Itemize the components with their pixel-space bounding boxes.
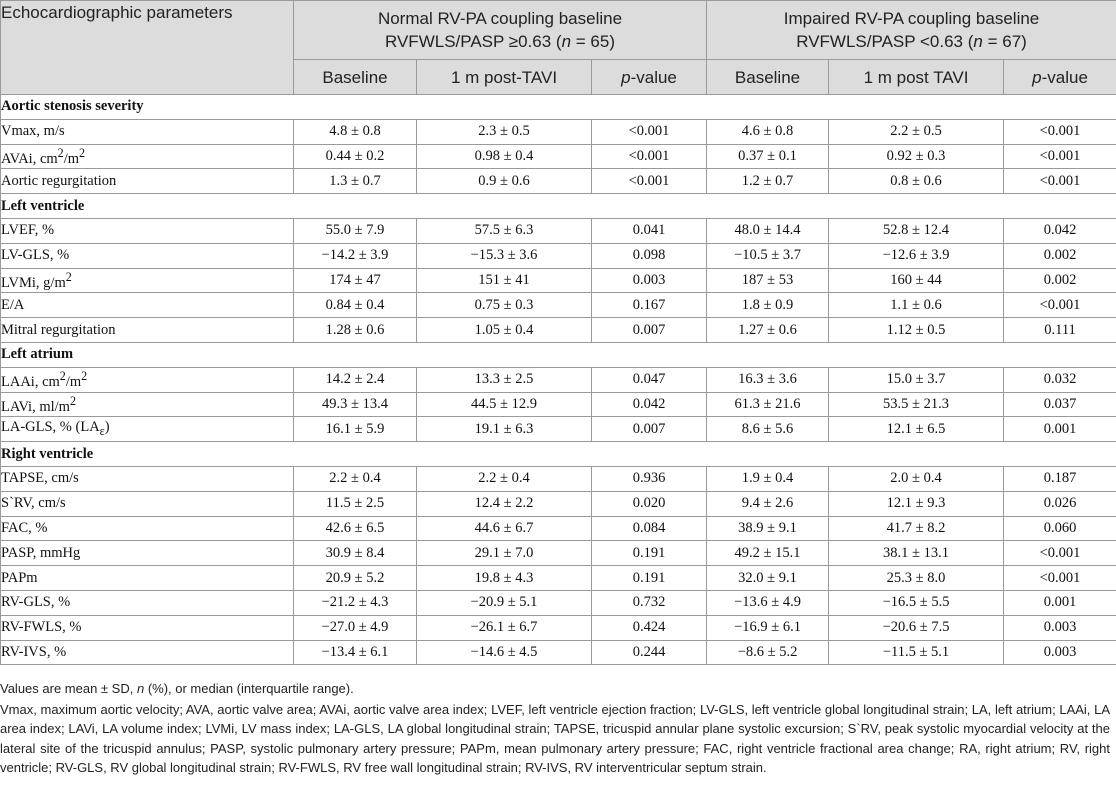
- impaired-baseline-cell: 61.3 ± 21.6: [707, 392, 829, 417]
- row-label: LV-GLS, %: [1, 243, 294, 268]
- normal-post-cell: 57.5 ± 6.3: [417, 218, 592, 243]
- p-italic: p: [1032, 67, 1042, 87]
- label-text: ): [104, 419, 110, 436]
- normal-baseline-cell: 1.28 ± 0.6: [294, 318, 417, 343]
- p-suffix: -value: [1041, 67, 1088, 87]
- row-label: PAPm: [1, 566, 294, 591]
- normal-p-cell: 0.167: [592, 293, 707, 318]
- impaired-group-line1: Impaired RV-PA coupling baseline: [783, 9, 1040, 28]
- normal-baseline-cell: 14.2 ± 2.4: [294, 367, 417, 392]
- normal-group-line2-suffix: = 65): [571, 32, 615, 51]
- impaired-post-cell: 41.7 ± 8.2: [829, 516, 1004, 541]
- header-normal-p-value: [592, 60, 707, 95]
- normal-baseline-cell: −14.2 ± 3.9: [294, 243, 417, 268]
- table-row: [1, 590, 1116, 615]
- row-label: E/A: [1, 293, 294, 318]
- row-label: RV-GLS, %: [1, 590, 294, 615]
- section-title: Left ventricle: [1, 194, 1116, 219]
- impaired-p-cell: <0.001: [1004, 169, 1116, 194]
- normal-group-line2-prefix: RVFWLS/PASP ≥0.63 (: [385, 32, 562, 51]
- impaired-post-cell: 2.0 ± 0.4: [829, 466, 1004, 491]
- impaired-baseline-cell: 1.8 ± 0.9: [707, 293, 829, 318]
- normal-p-cell: 0.020: [592, 491, 707, 516]
- label-text: LAAi, cm: [1, 373, 60, 390]
- label-sup: 2: [59, 368, 66, 383]
- impaired-baseline-cell: 187 ± 53: [707, 268, 829, 293]
- normal-baseline-cell: 4.8 ± 0.8: [294, 119, 417, 144]
- normal-post-cell: 44.5 ± 12.9: [417, 392, 592, 417]
- header-normal-baseline: Baseline: [294, 60, 417, 95]
- normal-baseline-cell: 16.1 ± 5.9: [294, 417, 417, 442]
- normal-post-cell: 0.75 ± 0.3: [417, 293, 592, 318]
- normal-post-cell: 19.8 ± 4.3: [417, 566, 592, 591]
- normal-p-cell: 0.732: [592, 590, 707, 615]
- header-impaired-baseline: Baseline: [707, 60, 829, 95]
- impaired-baseline-cell: −13.6 ± 4.9: [707, 590, 829, 615]
- normal-post-cell: 19.1 ± 6.3: [417, 417, 592, 442]
- impaired-post-cell: 38.1 ± 13.1: [829, 541, 1004, 566]
- impaired-post-cell: −16.5 ± 5.5: [829, 590, 1004, 615]
- normal-baseline-cell: 30.9 ± 8.4: [294, 541, 417, 566]
- normal-p-cell: 0.191: [592, 541, 707, 566]
- normal-post-cell: 44.6 ± 6.7: [417, 516, 592, 541]
- normal-group-line1: Normal RV-PA coupling baseline: [377, 9, 623, 28]
- impaired-post-cell: 160 ± 44: [829, 268, 1004, 293]
- table-row: [1, 243, 1116, 268]
- footnote-values: [0, 679, 1110, 699]
- normal-post-cell: 2.2 ± 0.4: [417, 466, 592, 491]
- label-sup: 2: [69, 393, 76, 408]
- impaired-post-cell: −11.5 ± 5.1: [829, 640, 1004, 665]
- normal-baseline-cell: 49.3 ± 13.4: [294, 392, 417, 417]
- table-row: [1, 144, 1116, 169]
- normal-p-cell: 0.424: [592, 615, 707, 640]
- impaired-baseline-cell: −16.9 ± 6.1: [707, 615, 829, 640]
- normal-p-cell: 0.003: [592, 268, 707, 293]
- label-text: /m: [63, 150, 80, 167]
- impaired-p-cell: 0.001: [1004, 417, 1116, 442]
- header-impaired-group: [707, 1, 1116, 60]
- normal-baseline-cell: 1.3 ± 0.7: [294, 169, 417, 194]
- table-row: [1, 169, 1116, 194]
- normal-post-cell: 151 ± 41: [417, 268, 592, 293]
- impaired-p-cell: 0.001: [1004, 590, 1116, 615]
- impaired-p-cell: 0.037: [1004, 392, 1116, 417]
- row-label: Aortic regurgitation: [1, 169, 294, 194]
- header-impaired-p-value: [1004, 60, 1116, 95]
- impaired-post-cell: 53.5 ± 21.3: [829, 392, 1004, 417]
- table-row: [1, 417, 1116, 442]
- table-row: [1, 516, 1116, 541]
- impaired-p-cell: <0.001: [1004, 541, 1116, 566]
- row-label: RV-FWLS, %: [1, 615, 294, 640]
- impaired-post-cell: 0.8 ± 0.6: [829, 169, 1004, 194]
- impaired-baseline-cell: 38.9 ± 9.1: [707, 516, 829, 541]
- impaired-post-cell: 12.1 ± 6.5: [829, 417, 1004, 442]
- impaired-post-cell: −12.6 ± 3.9: [829, 243, 1004, 268]
- normal-baseline-cell: 55.0 ± 7.9: [294, 218, 417, 243]
- footnote-text: Values are mean ± SD,: [0, 681, 137, 696]
- impaired-baseline-cell: 1.27 ± 0.6: [707, 318, 829, 343]
- normal-p-cell: 0.047: [592, 367, 707, 392]
- table-row: [1, 367, 1116, 392]
- impaired-p-cell: 0.060: [1004, 516, 1116, 541]
- impaired-baseline-cell: 48.0 ± 14.4: [707, 218, 829, 243]
- impaired-group-line2-prefix: RVFWLS/PASP <0.63 (: [796, 32, 974, 51]
- label-sub: ε: [99, 424, 105, 439]
- impaired-post-cell: 1.12 ± 0.5: [829, 318, 1004, 343]
- normal-p-cell: <0.001: [592, 169, 707, 194]
- impaired-baseline-cell: 16.3 ± 3.6: [707, 367, 829, 392]
- row-label: LVEF, %: [1, 218, 294, 243]
- impaired-p-cell: 0.003: [1004, 615, 1116, 640]
- normal-post-cell: 12.4 ± 2.2: [417, 491, 592, 516]
- normal-post-cell: 2.3 ± 0.5: [417, 119, 592, 144]
- label-sup: 2: [81, 368, 88, 383]
- impaired-p-cell: <0.001: [1004, 119, 1116, 144]
- label-text: AVAi, cm: [1, 150, 58, 167]
- table-row: [1, 218, 1116, 243]
- row-label: S`RV, cm/s: [1, 491, 294, 516]
- table-row: [1, 392, 1116, 417]
- row-label: FAC, %: [1, 516, 294, 541]
- section-title: Aortic stenosis severity: [1, 95, 1116, 120]
- section-title: Right ventricle: [1, 442, 1116, 467]
- normal-baseline-cell: −13.4 ± 6.1: [294, 640, 417, 665]
- normal-baseline-cell: 11.5 ± 2.5: [294, 491, 417, 516]
- normal-post-cell: −14.6 ± 4.5: [417, 640, 592, 665]
- normal-p-cell: 0.007: [592, 318, 707, 343]
- impaired-baseline-cell: 32.0 ± 9.1: [707, 566, 829, 591]
- impaired-p-cell: <0.001: [1004, 293, 1116, 318]
- normal-p-cell: 0.084: [592, 516, 707, 541]
- header-normal-post-tavi: 1 m post-TAVI: [417, 60, 592, 95]
- impaired-p-cell: 0.003: [1004, 640, 1116, 665]
- normal-post-cell: 0.98 ± 0.4: [417, 144, 592, 169]
- label-text: /m: [65, 373, 82, 390]
- impaired-baseline-cell: 1.9 ± 0.4: [707, 466, 829, 491]
- normal-baseline-cell: 0.84 ± 0.4: [294, 293, 417, 318]
- row-label: Mitral regurgitation: [1, 318, 294, 343]
- impaired-baseline-cell: −8.6 ± 5.2: [707, 640, 829, 665]
- impaired-baseline-cell: 0.37 ± 0.1: [707, 144, 829, 169]
- impaired-baseline-cell: 4.6 ± 0.8: [707, 119, 829, 144]
- row-label: [1, 144, 294, 169]
- normal-post-cell: 29.1 ± 7.0: [417, 541, 592, 566]
- impaired-post-cell: 1.1 ± 0.6: [829, 293, 1004, 318]
- impaired-post-cell: 2.2 ± 0.5: [829, 119, 1004, 144]
- row-label: PASP, mmHg: [1, 541, 294, 566]
- normal-p-cell: 0.007: [592, 417, 707, 442]
- normal-p-cell: 0.098: [592, 243, 707, 268]
- row-label: TAPSE, cm/s: [1, 466, 294, 491]
- header-impaired-post-tavi: 1 m post TAVI: [829, 60, 1004, 95]
- row-label: Vmax, m/s: [1, 119, 294, 144]
- row-label: [1, 268, 294, 293]
- table-body: [1, 95, 1116, 665]
- normal-baseline-cell: 20.9 ± 5.2: [294, 566, 417, 591]
- impaired-p-cell: 0.042: [1004, 218, 1116, 243]
- footnote-n: n: [136, 681, 145, 696]
- normal-baseline-cell: 0.44 ± 0.2: [294, 144, 417, 169]
- impaired-p-cell: 0.032: [1004, 367, 1116, 392]
- label-sup: 2: [57, 145, 64, 160]
- header-normal-group: [294, 1, 707, 60]
- p-suffix: -value: [630, 67, 677, 87]
- impaired-p-cell: 0.002: [1004, 243, 1116, 268]
- impaired-post-cell: 12.1 ± 9.3: [829, 491, 1004, 516]
- impaired-baseline-cell: 1.2 ± 0.7: [707, 169, 829, 194]
- row-label: [1, 417, 294, 442]
- footnote-text: (%), or median (interquartile range).: [144, 681, 354, 696]
- impaired-p-cell: 0.002: [1004, 268, 1116, 293]
- label-sup: 2: [79, 145, 86, 160]
- impaired-baseline-cell: 49.2 ± 15.1: [707, 541, 829, 566]
- normal-baseline-cell: 174 ± 47: [294, 268, 417, 293]
- normal-p-cell: <0.001: [592, 144, 707, 169]
- section-title: Left atrium: [1, 342, 1116, 367]
- normal-baseline-cell: 42.6 ± 6.5: [294, 516, 417, 541]
- row-label: RV-IVS, %: [1, 640, 294, 665]
- normal-p-cell: 0.042: [592, 392, 707, 417]
- impaired-baseline-cell: 8.6 ± 5.6: [707, 417, 829, 442]
- p-italic: p: [621, 67, 631, 87]
- impaired-group-n: n: [973, 32, 983, 51]
- impaired-p-cell: 0.187: [1004, 466, 1116, 491]
- normal-p-cell: 0.244: [592, 640, 707, 665]
- normal-post-cell: 1.05 ± 0.4: [417, 318, 592, 343]
- impaired-group-line2-suffix: = 67): [982, 32, 1027, 51]
- normal-p-cell: 0.936: [592, 466, 707, 491]
- normal-p-cell: 0.041: [592, 218, 707, 243]
- normal-group-n: n: [561, 32, 572, 51]
- impaired-p-cell: <0.001: [1004, 566, 1116, 591]
- normal-post-cell: −26.1 ± 6.7: [417, 615, 592, 640]
- table-row: [1, 566, 1116, 591]
- normal-p-cell: <0.001: [592, 119, 707, 144]
- normal-post-cell: −15.3 ± 3.6: [417, 243, 592, 268]
- table-row: [1, 640, 1116, 665]
- row-label: [1, 392, 294, 417]
- header-parameters: Echocardiographic parameters: [1, 1, 294, 95]
- normal-post-cell: 0.9 ± 0.6: [417, 169, 592, 194]
- impaired-post-cell: −20.6 ± 7.5: [829, 615, 1004, 640]
- label-text: LAVi, ml/m: [1, 398, 70, 415]
- normal-baseline-cell: −27.0 ± 4.9: [294, 615, 417, 640]
- impaired-p-cell: 0.026: [1004, 491, 1116, 516]
- normal-baseline-cell: 2.2 ± 0.4: [294, 466, 417, 491]
- table-row: [1, 615, 1116, 640]
- table-footnotes: [0, 679, 1110, 778]
- impaired-post-cell: 15.0 ± 3.7: [829, 367, 1004, 392]
- normal-post-cell: −20.9 ± 5.1: [417, 590, 592, 615]
- table-row: [1, 318, 1116, 343]
- impaired-post-cell: 52.8 ± 12.4: [829, 218, 1004, 243]
- label-sup: 2: [65, 269, 72, 284]
- label-text: LVMi, g/m: [1, 274, 66, 291]
- impaired-baseline-cell: 9.4 ± 2.6: [707, 491, 829, 516]
- table-row: [1, 466, 1116, 491]
- normal-post-cell: 13.3 ± 2.5: [417, 367, 592, 392]
- normal-p-cell: 0.191: [592, 566, 707, 591]
- normal-baseline-cell: −21.2 ± 4.3: [294, 590, 417, 615]
- impaired-post-cell: 0.92 ± 0.3: [829, 144, 1004, 169]
- impaired-post-cell: 25.3 ± 8.0: [829, 566, 1004, 591]
- table-row: [1, 541, 1116, 566]
- table-row: [1, 119, 1116, 144]
- table-row: [1, 268, 1116, 293]
- table-row: [1, 293, 1116, 318]
- impaired-baseline-cell: −10.5 ± 3.7: [707, 243, 829, 268]
- impaired-p-cell: <0.001: [1004, 144, 1116, 169]
- row-label: [1, 367, 294, 392]
- footnote-abbreviations: Vmax, maximum aortic velocity; AVA, aortic valve area; AVAi, aortic valve area index; LVEF, left ventricle ejection fraction; LV-GLS, left ventricle global longitudinal strain; LA, left atrium; LAAi, LA area index; LAVi, LA volume index; LVMi, LV mass index; LA-GLS, LA global longitudinal strain; TAPSE, tricuspid annular plane systolic excursion; S`RV, peak systolic myocardial velocity at the lateral site of the tricuspid annulus; PASP, systolic pulmonary artery pressure; PAPm, mean pulmonary artery pressure; FAC, right ventricle fractional area change; RA, right atrium; RV, right ventricle; RV-GLS, RV global longitudinal strain; RV-FWLS, RV free wall longitudinal strain; RV-IVS, RV interventricular septum strain.: [0, 701, 1110, 775]
- label-text: LA-GLS, % (LA: [1, 419, 100, 436]
- table-row: [1, 491, 1116, 516]
- impaired-p-cell: 0.111: [1004, 318, 1116, 343]
